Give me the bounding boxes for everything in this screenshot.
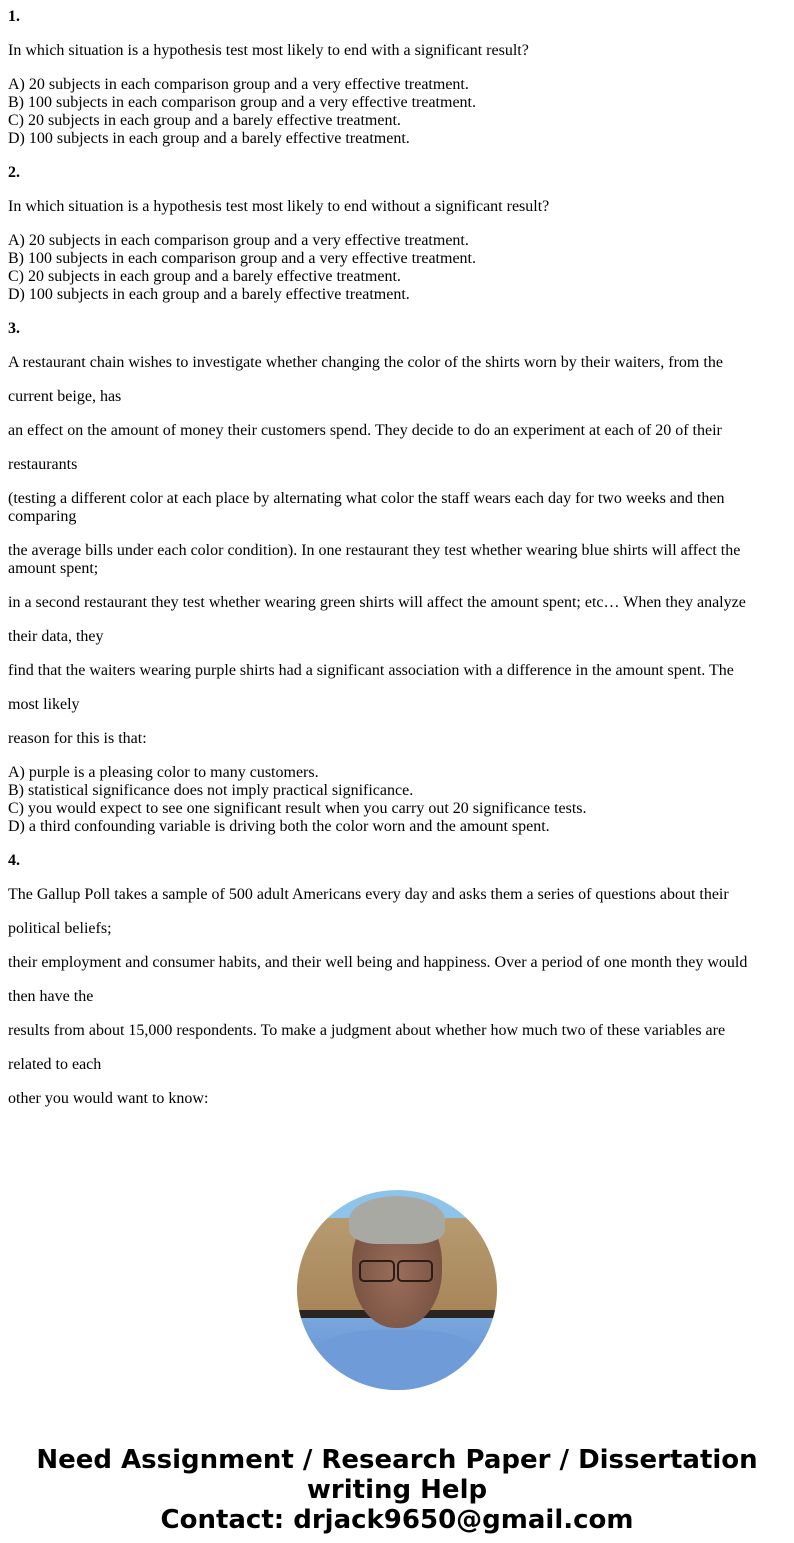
question-text: most likely [8,696,80,713]
question-text: A restaurant chain wishes to investigate whether changing the color of the shirts worn by their waiters, from the [8,354,723,371]
question-text: other you would want to know: [8,1090,209,1107]
photo-glasses [359,1260,435,1280]
option: D) 100 subjects in each group and a barely effective treatment. [8,130,410,147]
option: B) 100 subjects in each comparison group and a very effective treatment. [8,94,476,111]
question-text: restaurants [8,456,78,473]
answer-options [8,764,786,836]
question-text: In which situation is a hypothesis test most likely to end with a significant result? [8,42,529,59]
question-text: then have the [8,988,94,1005]
question-number: 3. [8,320,20,337]
question-text: In which situation is a hypothesis test most likely to end without a significant result? [8,198,550,215]
question-number: 4. [8,852,20,869]
question-text: their employment and consumer habits, and their well being and happiness. Over a period of one month they would [8,954,748,971]
question-text: political beliefs; [8,920,112,937]
contact-banner [8,1445,786,1535]
answer-options [8,232,786,304]
option: C) you would expect to see one significant result when you carry out 20 significance tests. [8,800,587,817]
question-text: in a second restaurant they test whether wearing green shirts will affect the amount spent; etc… When they analyze [8,594,746,611]
option: A) 20 subjects in each comparison group and a very effective treatment. [8,76,469,93]
question-text: the average bills under each color condition). In one restaurant they test whether wearing blue shirts will affect the amount spent; [8,542,741,577]
question-text: reason for this is that: [8,730,147,747]
option: C) 20 subjects in each group and a barely effective treatment. [8,268,401,285]
question-text: The Gallup Poll takes a sample of 500 adult Americans every day and asks them a series of questions about their [8,886,729,903]
question-number: 2. [8,164,20,181]
photo-shirt [307,1330,487,1390]
option: D) a third confounding variable is driving both the color worn and the amount spent. [8,818,550,835]
option: B) statistical significance does not imply practical significance. [8,782,414,799]
option: B) 100 subjects in each comparison group and a very effective treatment. [8,250,476,267]
author-photo [297,1190,497,1390]
banner-line: Need Assignment / Research Paper / Dissertation [36,1445,758,1475]
question-text: find that the waiters wearing purple shirts had a significant association with a difference in the amount spent. The [8,662,734,679]
question-text: their data, they [8,628,104,645]
question-text: (testing a different color at each place by alternating what color the staff wears each day for two weeks and then comparing [8,490,725,525]
banner-contact: Contact: drjack9650@gmail.com [160,1505,634,1535]
answer-options [8,76,786,148]
question-text: results from about 15,000 respondents. To make a judgment about whether how much two of these variables are [8,1022,726,1039]
option: A) purple is a pleasing color to many customers. [8,764,319,781]
author-photo-container [8,1190,786,1395]
question-text: current beige, has [8,388,122,405]
option: A) 20 subjects in each comparison group and a very effective treatment. [8,232,469,249]
banner-line: writing Help [306,1475,488,1505]
option: C) 20 subjects in each group and a barely effective treatment. [8,112,401,129]
question-text: related to each [8,1056,102,1073]
question-text: an effect on the amount of money their customers spend. They decide to do an experiment at each of 20 of their [8,422,722,439]
option: D) 100 subjects in each group and a barely effective treatment. [8,286,410,303]
photo-hair [349,1196,445,1244]
question-number: 1. [8,8,20,25]
